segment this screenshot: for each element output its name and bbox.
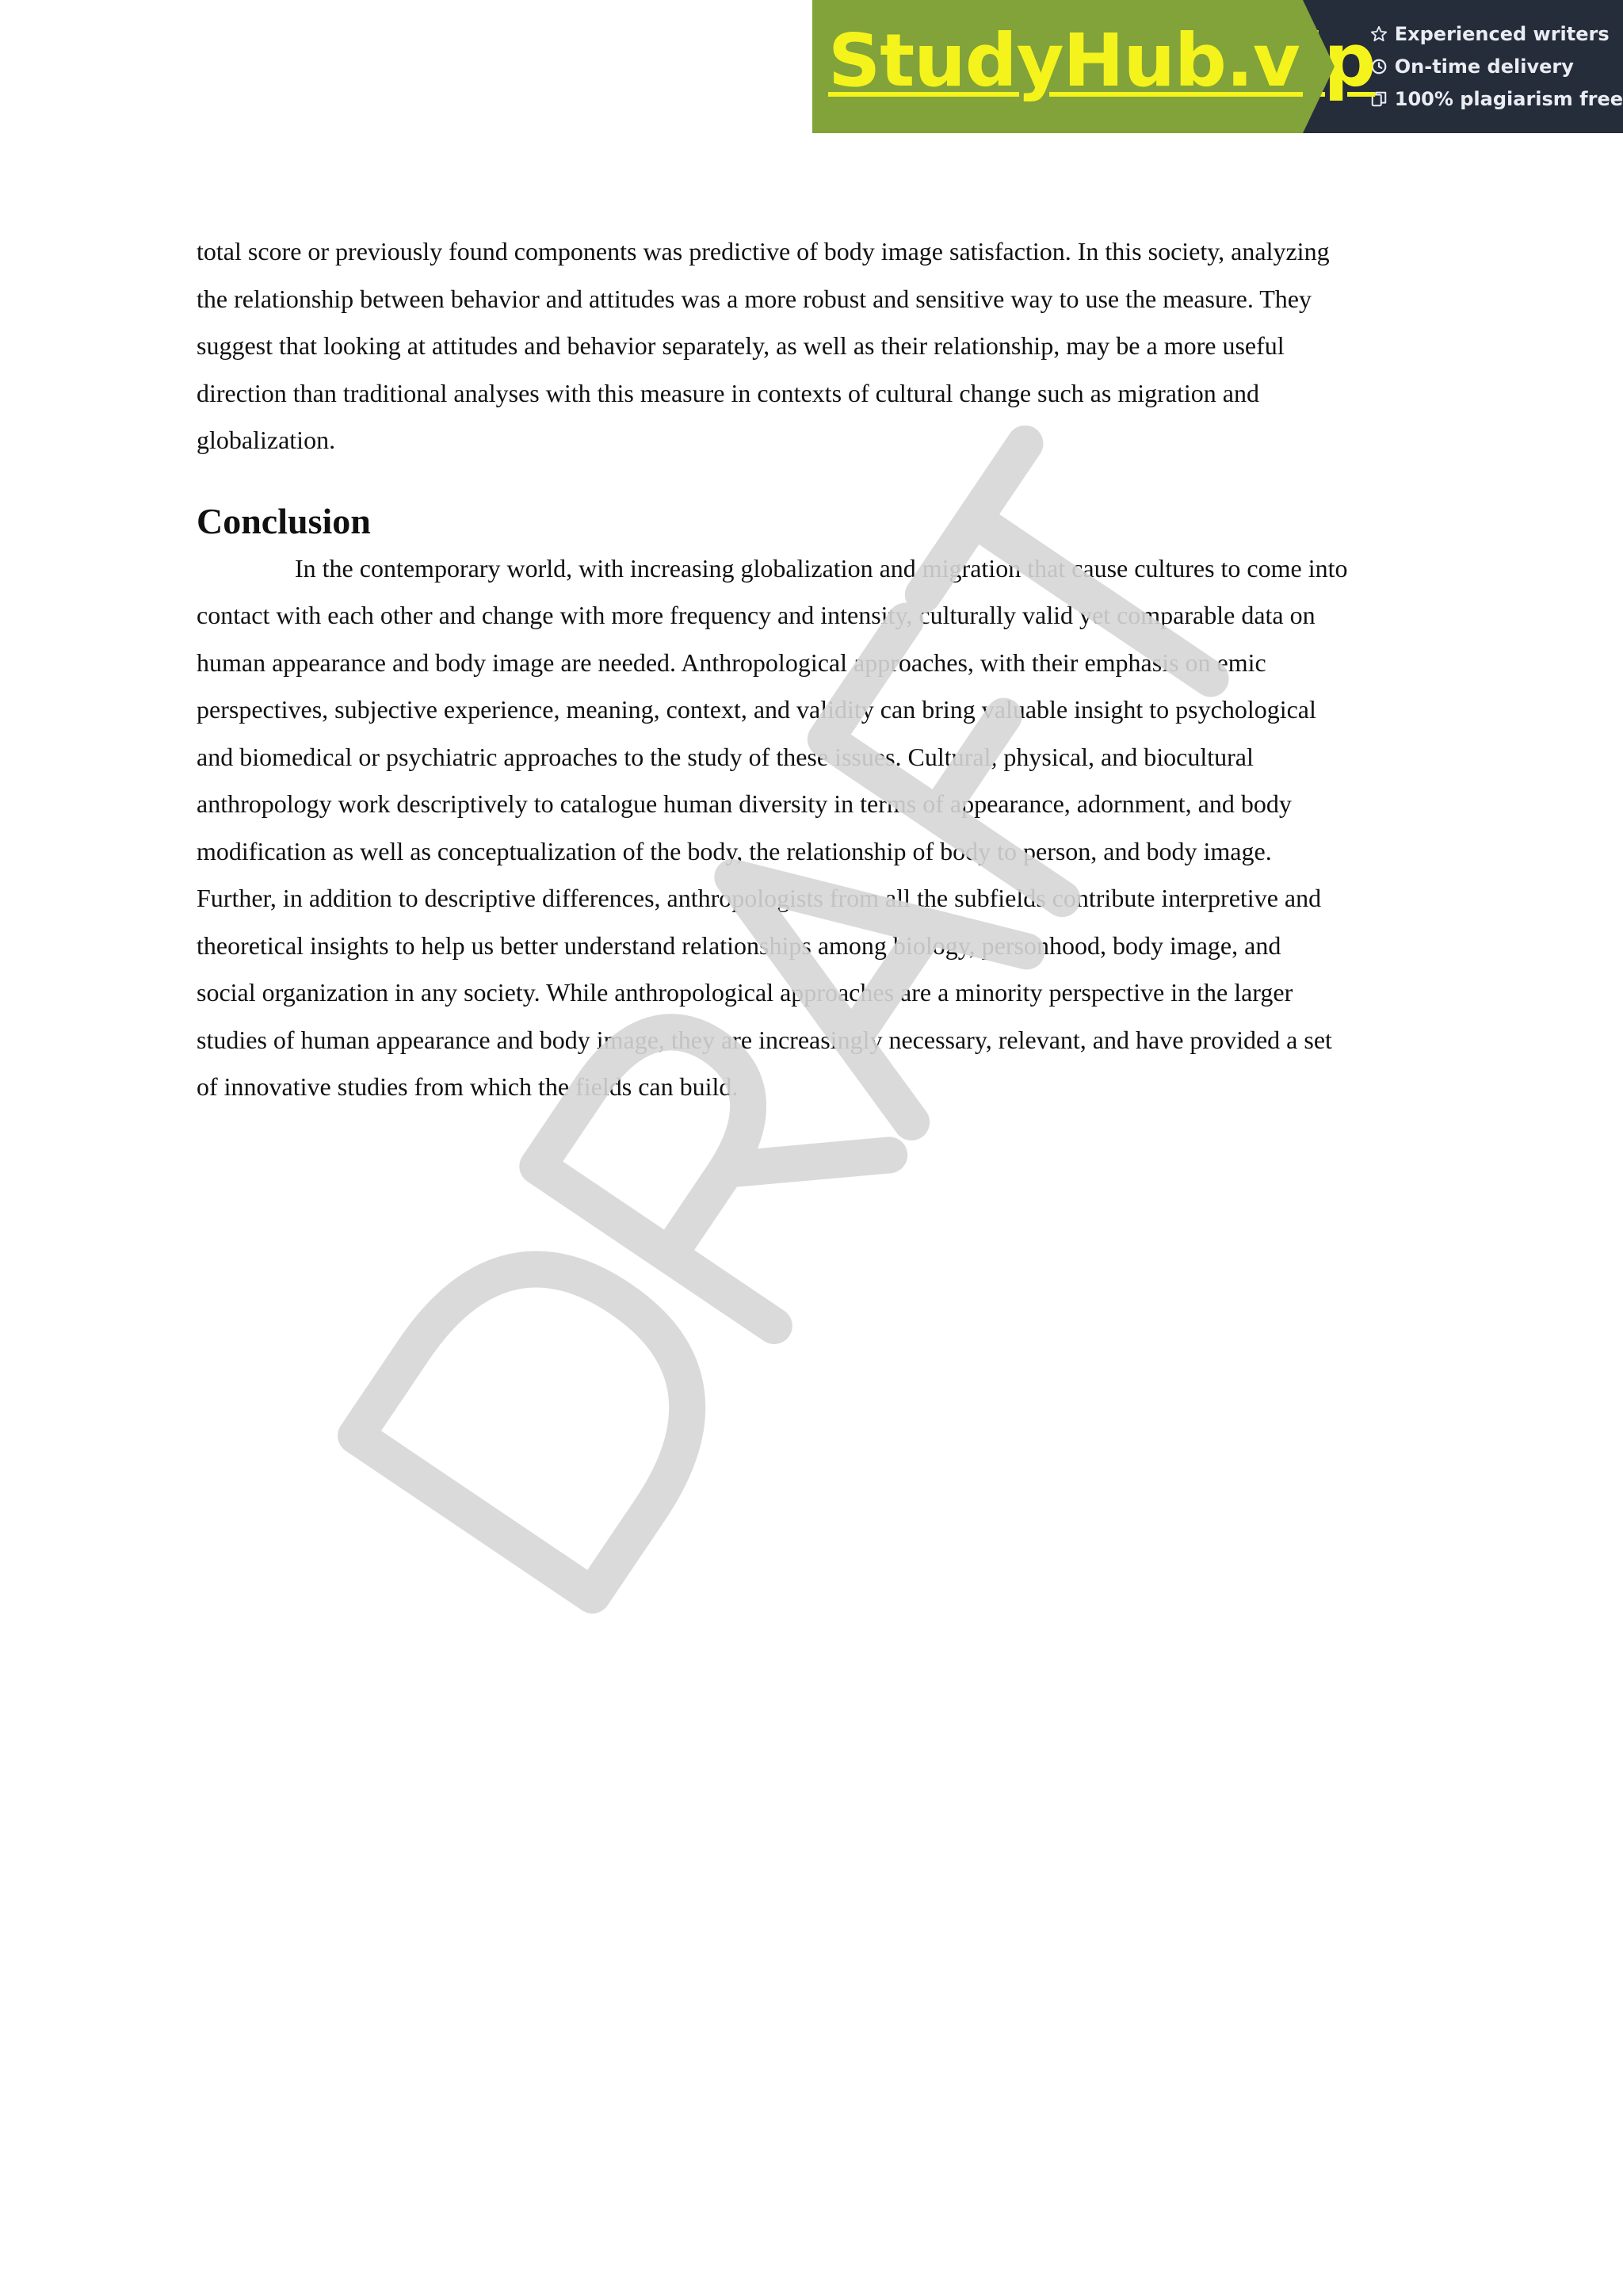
text-line: In the contemporary world, with increasing globalization and migration that cause cultures to come into xyxy=(295,553,1348,583)
text-line: suggest that looking at attitudes and behavior separately, as well as their relationship, may be a more useful xyxy=(197,331,1285,360)
text-line: anthropology work descriptively to catalogue human diversity in terms of appearance, adornment, and body xyxy=(197,789,1292,818)
intro-paragraph xyxy=(197,228,1433,464)
feature-label: Experienced writers xyxy=(1394,23,1610,45)
text-line: perspectives, subjective experience, meaning, context, and validity can bring valuable insight to psychological xyxy=(197,695,1316,724)
feature-label: On-time delivery xyxy=(1394,55,1574,78)
text-line: theoretical insights to help us better understand relationships among biology, personhood, body image, and xyxy=(197,930,1281,960)
text-line: modification as well as conceptualization of the body, the relationship of body to person, and body image. xyxy=(197,836,1272,865)
conclusion-paragraph xyxy=(197,545,1433,1111)
text-line: Further, in addition to descriptive differences, anthropologists from all the subfields contribute interpretive and xyxy=(197,884,1322,912)
brand-logo[interactable]: StudyHub.vip xyxy=(828,18,1376,103)
feature-experienced-writers xyxy=(1369,18,1623,51)
brand-panel[interactable] xyxy=(812,0,1376,133)
promo-banner[interactable] xyxy=(812,0,1623,133)
text-line: total score or previously found components was predictive of body image satisfaction. In this society, analyzing xyxy=(197,237,1330,266)
section-heading-conclusion: Conclusion xyxy=(197,500,371,541)
text-line: of innovative studies from which the fields can build. xyxy=(197,1072,739,1101)
text-line: contact with each other and change with more frequency and intensity, culturally valid yet comparable data on xyxy=(197,601,1316,629)
text-line: studies of human appearance and body image, they are increasingly necessary, relevant, and have provided a set xyxy=(197,1025,1332,1054)
document-body xyxy=(197,228,1433,1111)
text-line: globalization. xyxy=(197,426,336,454)
text-line: direction than traditional analyses with this measure in contexts of cultural change such as migration and xyxy=(197,378,1259,407)
text-line: social organization in any society. While anthropological approaches are a minority perspective in the larger xyxy=(197,978,1293,1007)
feature-on-time-delivery xyxy=(1369,51,1623,83)
feature-plagiarism-free xyxy=(1369,83,1623,116)
text-line: and biomedical or psychiatric approaches to the study of these issues. Cultural, physical, and biocultural xyxy=(197,742,1254,771)
watermark-letter-d xyxy=(356,1219,739,1595)
text-line: human appearance and body image are needed. Anthropological approaches, with their emphasis on emic xyxy=(197,648,1266,677)
text-line: the relationship between behavior and attitudes was a more robust and sensitive way to use the measure. They xyxy=(197,284,1312,313)
feature-label: 100% plagiarism free xyxy=(1394,88,1623,110)
